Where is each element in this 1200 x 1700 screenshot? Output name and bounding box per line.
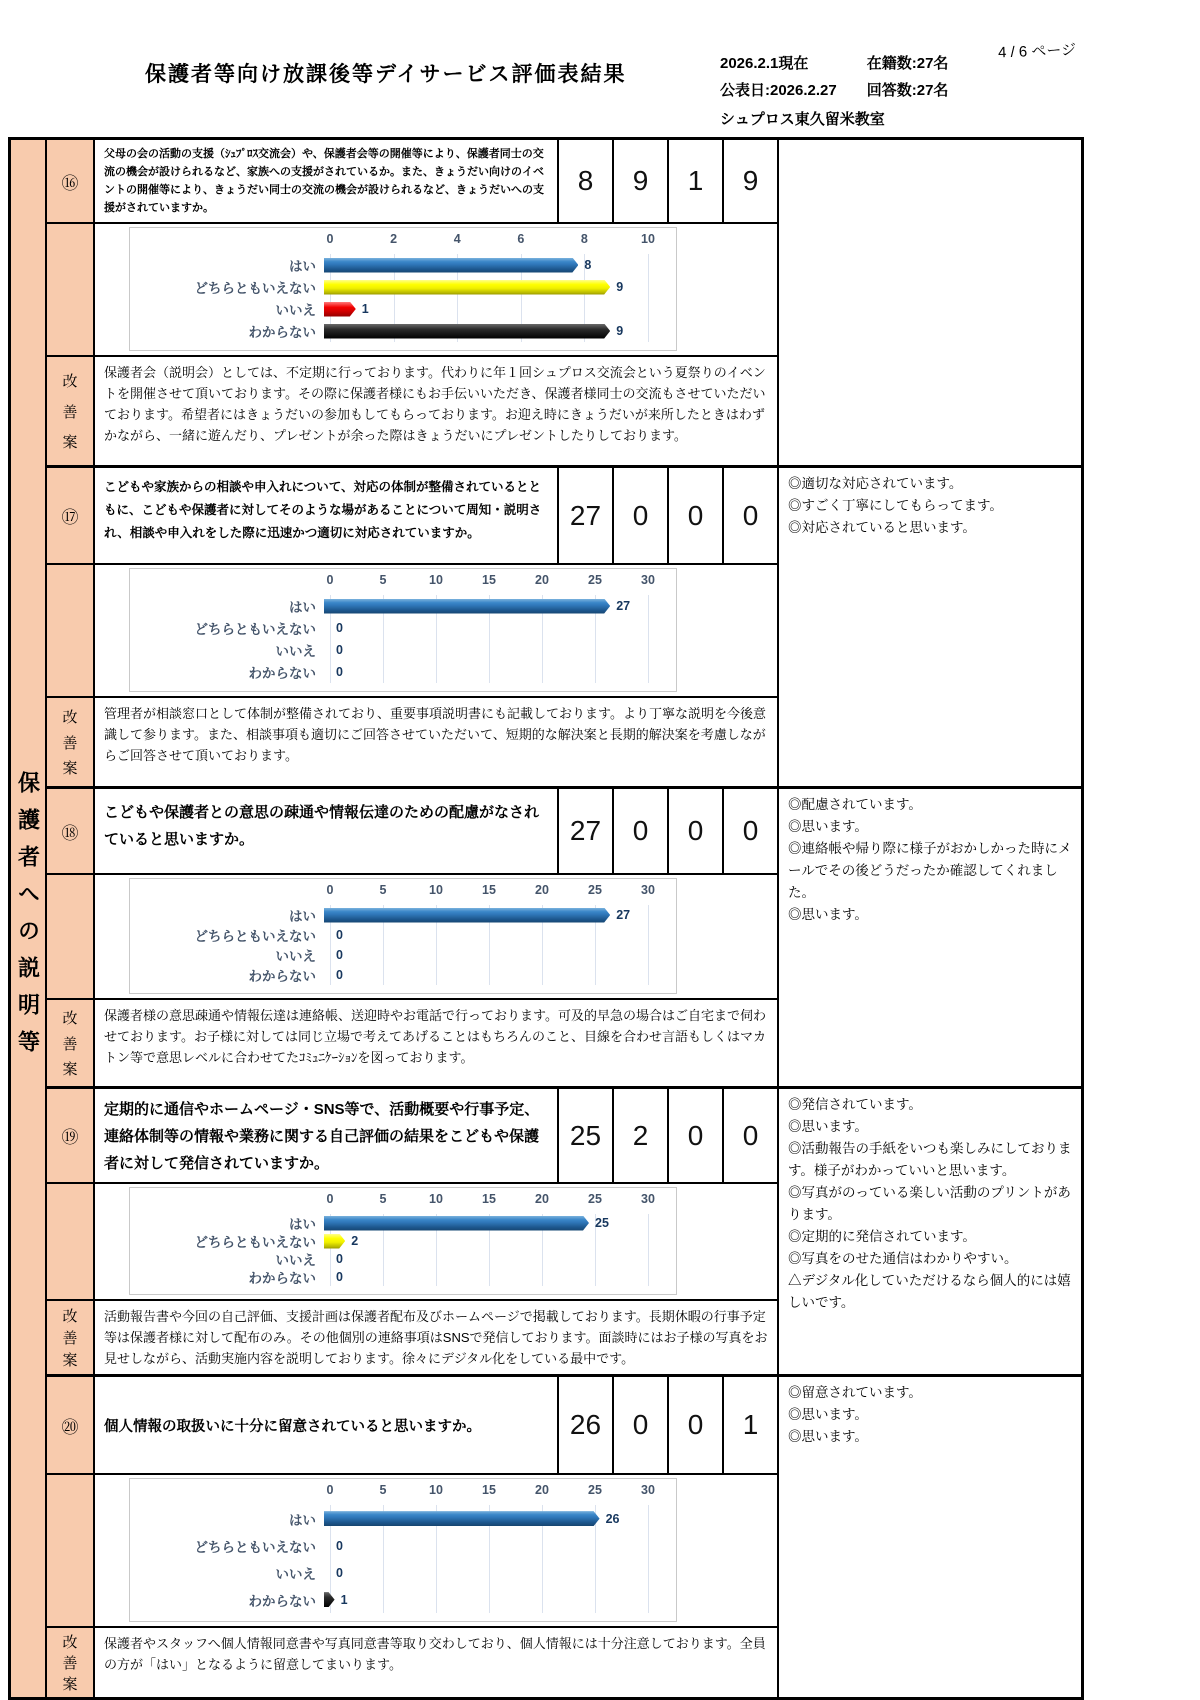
improvement-text: 保護者様の意思疎通や情報伝達は連絡帳、送迎時やお電話で行っております。可及的早急の場合はご自宅まで伺わせております。お子様に対しては同じ立場で考えてあげることはもちろんのこと、目線を合わせ言語もしくはマカトン等で意思レベルに合わせてたｺﾐｭﾆｹｰｼｮﾝを図っております。 bbox=[104, 1008, 766, 1066]
bar-row bbox=[136, 1250, 670, 1268]
question-row bbox=[95, 1089, 777, 1184]
value-label: 0 bbox=[336, 968, 343, 982]
response-count: 回答数:27名 bbox=[866, 82, 949, 99]
count-cell-yes: 25 bbox=[557, 1089, 612, 1182]
facility-name: シュプロス東久留米教室 bbox=[720, 111, 885, 128]
question-block bbox=[47, 1377, 1081, 1697]
question-row bbox=[95, 140, 777, 224]
plot-area bbox=[324, 925, 642, 945]
chart-row-spacer bbox=[47, 224, 95, 357]
chart-axis bbox=[326, 232, 655, 252]
category-label: どちらともいえない bbox=[194, 1539, 316, 1555]
improvement-label bbox=[47, 1628, 95, 1697]
plot-area bbox=[324, 661, 642, 683]
axis-tick-label: 30 bbox=[641, 1483, 655, 1498]
improvement-label-char: 善 bbox=[62, 734, 78, 752]
comment-line: ◎思います。 bbox=[788, 1119, 868, 1134]
axis-tick-label: 10 bbox=[429, 1192, 443, 1206]
question-block bbox=[47, 789, 1081, 1089]
question-number: ⑯ bbox=[47, 140, 95, 224]
bar-row bbox=[136, 1586, 670, 1613]
count-cell-unknown: 0 bbox=[722, 1089, 777, 1182]
axis-tick-label: 15 bbox=[482, 1483, 496, 1498]
value-label: 1 bbox=[340, 1592, 348, 1607]
improvement-label-char: 案 bbox=[62, 1676, 78, 1694]
improvement-label-char: 改 bbox=[62, 708, 78, 726]
category-label: 保護者への説明等 bbox=[15, 770, 41, 1067]
plot-area bbox=[324, 1268, 642, 1286]
page-title: 保護者等向け放課後等デイサービス評価表結果 bbox=[145, 63, 627, 86]
comment-line: ◎適切な対応されています。 bbox=[788, 476, 963, 491]
bar-row bbox=[136, 1532, 670, 1559]
bar bbox=[324, 1216, 589, 1231]
comment-line: ◎連絡帳や帰り際に様子がおかしかった時にメールでその後どうだったか確認してくれました。 bbox=[788, 841, 1072, 900]
response-chart bbox=[129, 568, 677, 692]
improvement-label bbox=[47, 357, 95, 465]
bar-row bbox=[136, 925, 670, 945]
question-text: こどもや家族からの相談や申入れについて、対応の体制が整備されているとともに、こどもや保護者に対してそのような場があることについて周知・説明され、相談や申入れをした際に迅速かつ適切に対応されていますか。 bbox=[104, 480, 542, 540]
bar-row bbox=[136, 276, 670, 298]
count-cell-no: 0 bbox=[667, 1089, 722, 1182]
category-label: はい bbox=[289, 909, 316, 924]
category-label: どちらともいえない bbox=[194, 622, 316, 637]
category-label: はい bbox=[289, 1217, 316, 1232]
response-chart bbox=[129, 878, 677, 994]
count-cell-neither: 2 bbox=[612, 1089, 667, 1182]
comments-cell bbox=[777, 140, 1081, 465]
count-cell-yes: 27 bbox=[557, 468, 612, 563]
value-label: 2 bbox=[351, 1234, 359, 1248]
comments-cell bbox=[777, 468, 1081, 786]
count-cell-no: 0 bbox=[667, 789, 722, 873]
response-chart bbox=[129, 1187, 677, 1295]
value-label: 1 bbox=[361, 302, 369, 316]
publish-date: 公表日:2026.2.27 bbox=[720, 82, 837, 99]
plot-area bbox=[324, 276, 642, 298]
comment-line: ◎写真がのっている楽しい活動のプリントがあります。 bbox=[788, 1185, 1071, 1222]
comment-line: ◎思います。 bbox=[788, 1429, 868, 1445]
value-label: 8 bbox=[584, 258, 592, 272]
comment-line: ◎定期的に発信されています。 bbox=[788, 1229, 976, 1244]
count-cell-unknown: 9 bbox=[722, 140, 777, 222]
improvement-label-char: 改 bbox=[62, 372, 78, 390]
plot-area bbox=[324, 965, 642, 985]
axis-tick-label: 0 bbox=[326, 573, 334, 587]
chart-row-spacer bbox=[47, 1184, 95, 1301]
plot-area bbox=[324, 617, 642, 639]
bar bbox=[324, 280, 610, 295]
improvement-label-char: 案 bbox=[62, 434, 78, 452]
bar-row bbox=[136, 965, 670, 985]
bar bbox=[324, 258, 578, 273]
evaluation-table bbox=[8, 137, 1084, 1700]
axis-tick-label: 25 bbox=[588, 1192, 602, 1206]
axis-tick-label: 15 bbox=[482, 883, 496, 897]
axis-tick-label: 6 bbox=[517, 232, 525, 246]
comments-cell bbox=[777, 1089, 1081, 1374]
improvement-label-char: 改 bbox=[62, 1308, 78, 1326]
improvement-label bbox=[47, 1301, 95, 1374]
axis-tick-label: 25 bbox=[588, 883, 602, 897]
axis-tick-label: 30 bbox=[641, 1192, 655, 1206]
count-cell-yes: 27 bbox=[557, 789, 612, 873]
axis-tick-label: 15 bbox=[482, 573, 496, 587]
axis-tick-label: 0 bbox=[326, 883, 334, 897]
axis-tick-label: 20 bbox=[535, 573, 549, 587]
axis-tick-label: 0 bbox=[326, 232, 334, 246]
plot-area bbox=[324, 945, 642, 965]
question-number: ⑱ bbox=[47, 789, 95, 875]
category-label: はい bbox=[289, 1512, 316, 1528]
question-number: ⑲ bbox=[47, 1089, 95, 1184]
axis-tick-label: 20 bbox=[535, 883, 549, 897]
chart-cell bbox=[95, 1184, 777, 1301]
improvement-label-char: 改 bbox=[62, 1634, 78, 1652]
plot-area bbox=[324, 320, 642, 342]
category-label: わからない bbox=[248, 1271, 316, 1286]
axis-tick-label: 2 bbox=[390, 232, 398, 246]
axis-tick-label: 5 bbox=[379, 1192, 387, 1206]
question-row bbox=[95, 789, 777, 875]
comment-line: ◎写真をのせた通信はわかりやすい。 bbox=[788, 1251, 1018, 1266]
plot-area bbox=[324, 1250, 642, 1268]
bar-row bbox=[136, 1268, 670, 1286]
bar bbox=[324, 1234, 345, 1249]
count-cell-unknown: 1 bbox=[722, 1377, 777, 1473]
axis-tick-label: 0 bbox=[326, 1483, 334, 1498]
comment-line: ◎思います。 bbox=[788, 819, 868, 834]
improvement-label-char: 善 bbox=[62, 403, 78, 421]
improvement-text: 保護者やスタッフへ個人情報同意書や写真同意書等取り交わしており、個人情報には十分注意しております。全員の方が「はい」となるように留意してまいります。 bbox=[104, 1636, 766, 1673]
category-label: どちらともいえない bbox=[194, 1235, 316, 1250]
comments-cell bbox=[777, 1377, 1081, 1697]
count-cell-no: 0 bbox=[667, 468, 722, 563]
axis-tick-label: 30 bbox=[641, 573, 655, 587]
axis-tick-label: 20 bbox=[535, 1192, 549, 1206]
axis-tick-label: 25 bbox=[588, 1483, 602, 1498]
question-text: こどもや保護者との意思の疎通や情報伝達のための配慮がなされていると思いますか。 bbox=[104, 804, 540, 848]
chart-axis bbox=[326, 1192, 655, 1212]
improvement-label-char: 改 bbox=[62, 1010, 78, 1028]
response-chart bbox=[129, 1478, 677, 1622]
comment-line: ◎発信されています。 bbox=[788, 1097, 922, 1112]
bar-row bbox=[136, 617, 670, 639]
category-sidebar bbox=[11, 140, 47, 1697]
improvement-label bbox=[47, 1000, 95, 1086]
value-label: 0 bbox=[336, 643, 343, 657]
comment-line: ◎すごく丁寧にしてもらってます。 bbox=[788, 498, 1003, 513]
enrolled-count: 在籍数:27名 bbox=[866, 55, 949, 72]
bar bbox=[324, 324, 610, 339]
count-cell-no: 1 bbox=[667, 140, 722, 222]
category-label: いいえ bbox=[275, 303, 316, 318]
improvement-text: 保護者会（説明会）としては、不定期に行っております。代わりに年１回シュプロス交流会という夏祭りのイベントを開催させて頂いております。その際に保護者様にもお手伝いいただき、保護者様同士の交流もさせていただいております。希望者にはきょうだいの参加もしてもらっております。お迎え時にきょうだいが来所したときはわずかながら、一緒に遊んだり、プレゼントが余った際はきょうだいにプレゼントしたりしております。 bbox=[104, 365, 766, 444]
bar bbox=[324, 302, 356, 317]
question-number: ⑰ bbox=[47, 468, 95, 565]
count-cell-no: 0 bbox=[667, 1377, 722, 1473]
comment-line: △デジタル化していただけるなら個人的には嬉しいです。 bbox=[788, 1273, 1071, 1310]
comment-line: ◎留意されています。 bbox=[788, 1385, 922, 1401]
value-label: 27 bbox=[616, 908, 631, 922]
chart-axis bbox=[326, 883, 655, 903]
chart-row-spacer bbox=[47, 565, 95, 698]
improvement-label-char: 案 bbox=[62, 760, 78, 778]
axis-tick-label: 8 bbox=[580, 232, 588, 246]
axis-tick-label: 30 bbox=[641, 883, 655, 897]
chart-rows bbox=[136, 254, 670, 342]
axis-tick-label: 0 bbox=[326, 1192, 334, 1206]
category-label: わからない bbox=[248, 969, 316, 984]
table-main bbox=[47, 140, 1081, 1697]
axis-tick-label: 20 bbox=[535, 1483, 549, 1498]
question-block bbox=[47, 468, 1081, 789]
plot-area bbox=[324, 639, 642, 661]
category-label: いいえ bbox=[275, 644, 316, 659]
category-label: いいえ bbox=[275, 1253, 316, 1268]
question-text: 父母の会の活動の支援（ｼｭﾌﾟﾛｽ交流会）や、保護者会等の開催等により、保護者同士の交流の機会が設けられるなど、家族への支援がされているか。また、きょうだい向けのイベントの開催等により、きょうだい同士の交流の機会が設けられるなど、きょうだいへの支援がされていますか。 bbox=[104, 148, 544, 214]
chart-cell bbox=[95, 875, 777, 1000]
bar-row bbox=[136, 320, 670, 342]
category-label: わからない bbox=[248, 325, 316, 340]
improvement-label-char: 善 bbox=[62, 1035, 78, 1053]
axis-tick-label: 10 bbox=[429, 1483, 443, 1498]
improvement-label-char: 案 bbox=[62, 1060, 78, 1078]
plot-area bbox=[324, 1232, 642, 1250]
value-label: 0 bbox=[336, 1270, 343, 1284]
as-of-date: 2026.2.1現在 bbox=[720, 55, 809, 72]
chart-cell bbox=[95, 224, 777, 357]
bar-row bbox=[136, 1232, 670, 1250]
improvement-label-char: 案 bbox=[62, 1352, 78, 1370]
bar-row bbox=[136, 1505, 670, 1532]
count-cell-unknown: 0 bbox=[722, 789, 777, 873]
bar bbox=[324, 908, 610, 923]
comment-line: ◎思います。 bbox=[788, 1407, 868, 1423]
chart-row-spacer bbox=[47, 875, 95, 1000]
improvement-text: 管理者が相談窓口として体制が整備されており、重要事項説明書にも記載しております。より丁寧な説明を今後意識して参ります。また、相談事項も適切にご回答させていただいて、短期的な解決案と長期的解決案を考慮しながらご回答させて頂いております。 bbox=[104, 706, 766, 764]
bar-row bbox=[136, 595, 670, 617]
axis-tick-label: 5 bbox=[379, 573, 387, 587]
plot-area bbox=[324, 1532, 642, 1559]
count-cell-yes: 8 bbox=[557, 140, 612, 222]
plot-area bbox=[324, 1559, 642, 1586]
chart-rows bbox=[136, 1505, 670, 1613]
bar bbox=[324, 1511, 600, 1526]
page-indicator: 4 / 6 ページ bbox=[997, 41, 1077, 62]
count-cell-neither: 0 bbox=[612, 1377, 667, 1473]
bar bbox=[324, 1592, 335, 1607]
bar-row bbox=[136, 298, 670, 320]
value-label: 0 bbox=[336, 948, 343, 962]
value-label: 0 bbox=[336, 928, 343, 942]
bar-row bbox=[136, 254, 670, 276]
question-block bbox=[47, 1089, 1081, 1377]
improvement-label-char: 善 bbox=[62, 1655, 78, 1673]
axis-tick-label: 10 bbox=[641, 232, 655, 246]
axis-tick-label: 15 bbox=[482, 1192, 496, 1206]
bar-row bbox=[136, 639, 670, 661]
category-label: どちらともいえない bbox=[194, 281, 316, 296]
bar-row bbox=[136, 1214, 670, 1232]
value-label: 0 bbox=[336, 1538, 343, 1553]
question-text: 定期的に通信やホームページ・SNS等で、活動概要や行事予定、連絡体制等の情報や業務に関する自己評価の結果をこどもや保護者に対して発信されていますか。 bbox=[104, 1101, 540, 1172]
comment-line: ◎活動報告の手紙をいつも楽しみにしております。様子がわかっていいと思います。 bbox=[788, 1141, 1072, 1178]
value-label: 9 bbox=[616, 324, 624, 338]
improvement-label-char: 善 bbox=[62, 1330, 78, 1348]
count-cell-neither: 0 bbox=[612, 789, 667, 873]
comment-line: ◎配慮されています。 bbox=[788, 797, 922, 812]
value-label: 25 bbox=[595, 1216, 609, 1230]
category-label: はい bbox=[289, 259, 316, 274]
plot-area bbox=[324, 254, 642, 276]
chart-row-spacer bbox=[47, 1475, 95, 1628]
axis-tick-label: 4 bbox=[453, 232, 461, 246]
category-label: わからない bbox=[248, 1593, 316, 1609]
value-label: 26 bbox=[605, 1511, 620, 1526]
comment-line: ◎思います。 bbox=[788, 907, 868, 922]
category-label: いいえ bbox=[275, 1566, 316, 1582]
count-cell-unknown: 0 bbox=[722, 468, 777, 563]
bar-row bbox=[136, 905, 670, 925]
axis-tick-label: 10 bbox=[429, 573, 443, 587]
comment-line: ◎対応されていると思います。 bbox=[788, 520, 976, 535]
question-block bbox=[47, 140, 1081, 468]
category-label: どちらともいえない bbox=[194, 929, 316, 944]
value-label: 0 bbox=[336, 1252, 343, 1266]
plot-area bbox=[324, 1586, 642, 1613]
question-text: 個人情報の取扱いに十分に留意されていると思いますか。 bbox=[104, 1418, 481, 1435]
chart-axis bbox=[326, 1483, 655, 1503]
response-chart bbox=[129, 227, 677, 351]
bar bbox=[324, 599, 610, 614]
category-label: いいえ bbox=[275, 949, 316, 964]
axis-tick-label: 10 bbox=[429, 883, 443, 897]
bar-row bbox=[136, 945, 670, 965]
plot-area bbox=[324, 298, 642, 320]
bar-row bbox=[136, 1559, 670, 1586]
improvement-label bbox=[47, 698, 95, 786]
improvement-text: 活動報告書や今回の自己評価、支援計画は保護者配布及びホームページで掲載しております。長期休暇の行事予定等は保護者様に対して配布のみ。その他個別の連絡事項はSNSで発信しております。面談時にはお子様の写真をお見せしながら、活動実施内容を説明しております。徐々にデジタル化をしている最中です。 bbox=[104, 1309, 768, 1367]
count-cell-neither: 9 bbox=[612, 140, 667, 222]
chart-axis bbox=[326, 573, 655, 593]
count-cell-yes: 26 bbox=[557, 1377, 612, 1473]
plot-area bbox=[324, 1214, 642, 1232]
category-label: はい bbox=[289, 600, 316, 615]
value-label: 0 bbox=[336, 665, 343, 679]
bar-row bbox=[136, 661, 670, 683]
axis-tick-label: 5 bbox=[379, 883, 387, 897]
chart-rows bbox=[136, 905, 670, 985]
plot-area bbox=[324, 1505, 642, 1532]
chart-cell bbox=[95, 565, 777, 698]
category-label: わからない bbox=[248, 666, 316, 681]
value-label: 9 bbox=[616, 280, 624, 294]
count-cell-neither: 0 bbox=[612, 468, 667, 563]
comments-cell bbox=[777, 789, 1081, 1086]
chart-rows bbox=[136, 1214, 670, 1286]
axis-tick-label: 25 bbox=[588, 573, 602, 587]
question-row bbox=[95, 1377, 777, 1475]
axis-tick-label: 5 bbox=[379, 1483, 387, 1498]
value-label: 27 bbox=[616, 599, 631, 613]
question-number: ⑳ bbox=[47, 1377, 95, 1475]
value-label: 0 bbox=[336, 621, 343, 635]
plot-area bbox=[324, 905, 642, 925]
chart-rows bbox=[136, 595, 670, 683]
question-row bbox=[95, 468, 777, 565]
plot-area bbox=[324, 595, 642, 617]
header-info bbox=[720, 52, 948, 100]
chart-cell bbox=[95, 1475, 777, 1628]
value-label: 0 bbox=[336, 1565, 343, 1580]
